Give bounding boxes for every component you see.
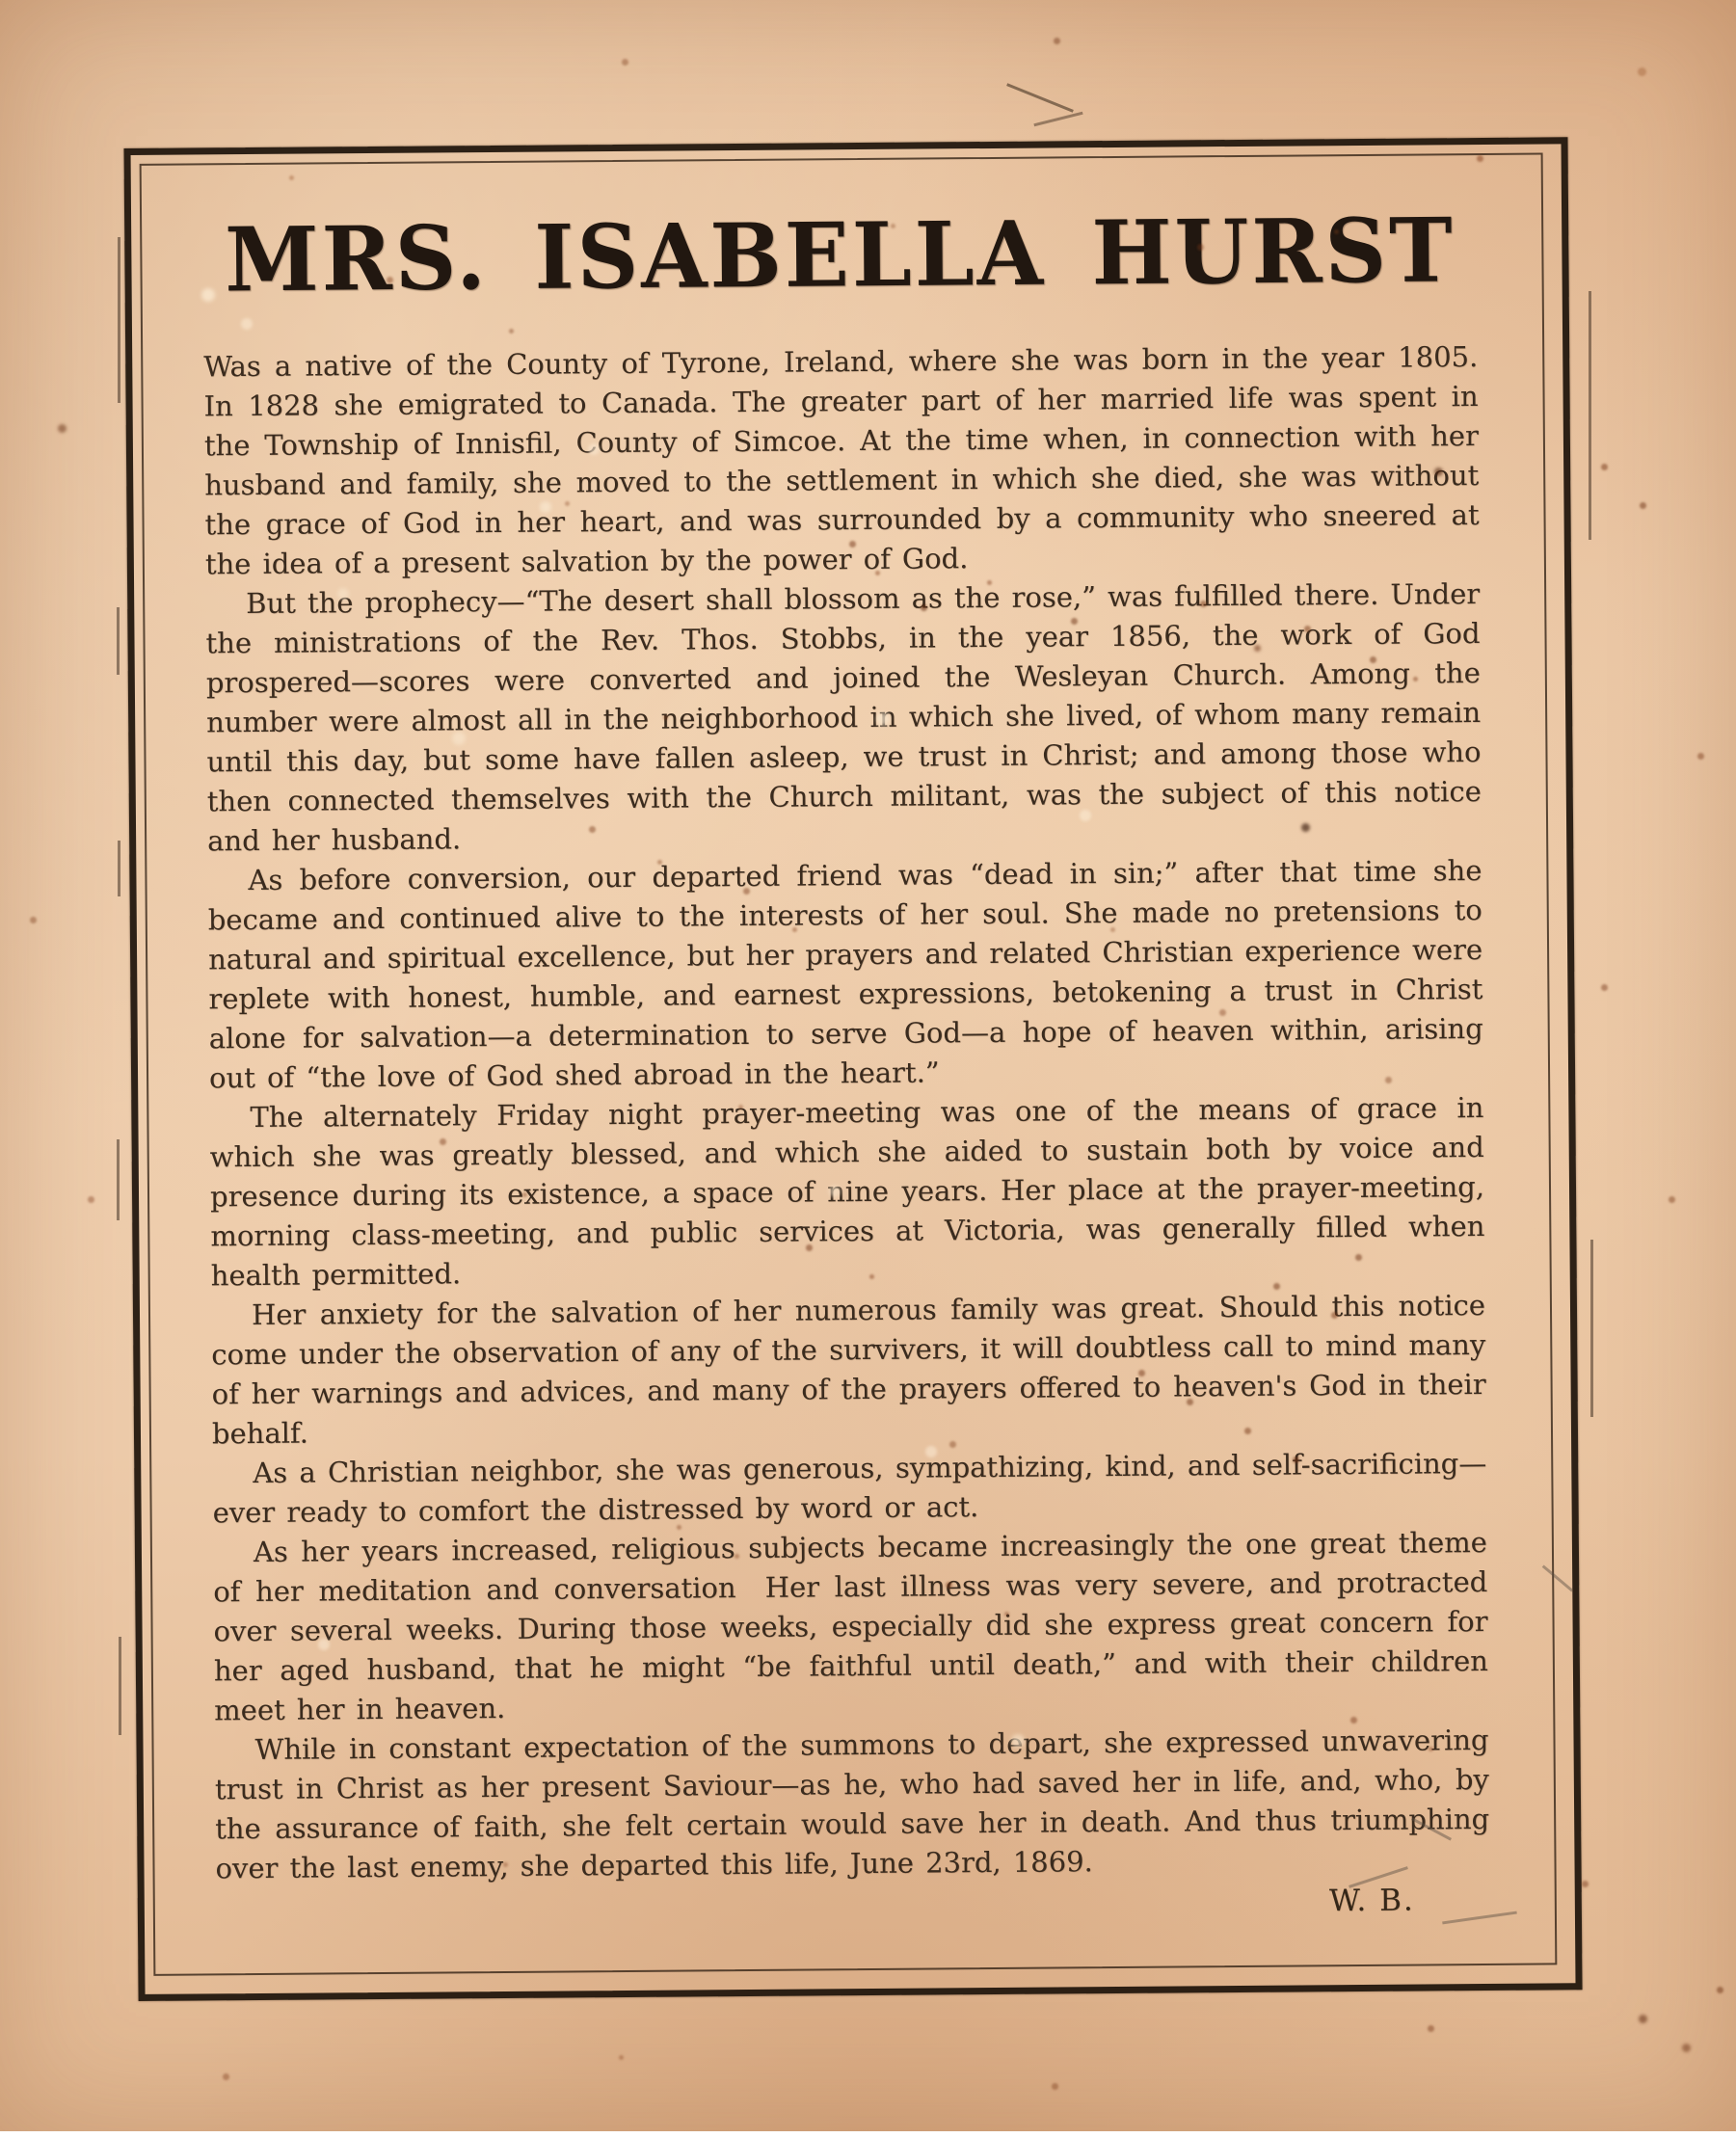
paragraph-1: Was a native of the County of Tyrone, Ireland, where she was born in the year 1805. In 1828 she emigrated to Canada. The greater part of her married life was spent in the Township of Innisfil, County of Simcoe. At the time when, in connection with her husband and family, she moved to the settlement in which she died, she was without the grace of God in her heart, and was surrounded by a community who sneered at the idea of a present salvation by the power of God. [203,339,1480,581]
paragraph-2: But the prophecy—“The desert shall blossom as the rose,” was fulfilled there. Under the ministrations of the Rev. Thos. Stobbs, in the year 1856, the work of God prospered—scores were converted and joined the Wesleyan Church. Among the number were almost all in the neighborhood in which she lived, of whom many remain until this day, but some have fallen asleep, we trust in Christ; and among those who then connected themselves with the Church militant, was the subject of this notice and her husband. [205,576,1482,858]
paragraph-6: As a Christian neighbor, she was generous, sympathizing, kind, and self-sacrificing—ever ready to comfort the distressed by word or act. [212,1446,1487,1530]
margin-rule-fragment [118,237,120,403]
notice-content [140,153,1554,1972]
obituary-body [203,337,1490,1888]
margin-rule-fragment [117,1139,120,1220]
author-signature: W. B. [1328,1883,1415,1919]
paragraph-8: While in constant expectation of the summons to depart, she expressed unwavering trust in Christ as her present Saviour—as he, who had saved her in life, and, who, by the assurance of faith, she felt certain would save her in death. And thus triumphing over the last enemy, she departed this life, June 23rd, 1869. [214,1723,1490,1885]
margin-rule-fragment [117,607,120,675]
page-title: MRS. ISABELLA HURST [224,198,1456,312]
margin-rule-fragment [119,1637,121,1735]
paragraph-4: The alternately Friday night prayer-meeting was one of the means of grace in which she was greatly blessed, and which she aided to sustain both by voice and presence during its existence, a space of nine years. Her place at the prayer-meeting, morning class-meeting, and public services at Victoria, was generally filled when health permitted. [209,1090,1485,1293]
margin-rule-fragment [118,841,120,896]
paragraph-5: Her anxiety for the salvation of her numerous family was great. Should this notice come under the observation of any of the survivers, it will doubtless call to mind many of her warnings and advices, and many of the prayers offered to heaven's God in their behalf. [211,1288,1486,1451]
margin-rule-fragment [1590,1240,1593,1417]
paragraph-7: As her years increased, religious subjects became increasingly the one great theme of her meditation and conversation Her last illness was very severe, and protracted over several weeks. During those weeks, especially did she express great concern for her aged husband, that he might “be faithful until death,” and with their children meet her in heaven. [213,1525,1489,1727]
paragraph-3: As before conversion, our departed friend was “dead in sin;” after that time she became and continued alive to the interests of her soul. She made no pretensions to natural and spiritual excellence, but her prayers and related Christian experience were replete with honest, humble, and earnest expressions, betokening a trust in Christ alone for salvation—a determination to serve God—a hope of heaven within, arising out of “the love of God shed abroad in the heart.” [207,853,1483,1095]
margin-rule-fragment [1589,291,1591,540]
foxing-spots-light [0,0,8,8]
